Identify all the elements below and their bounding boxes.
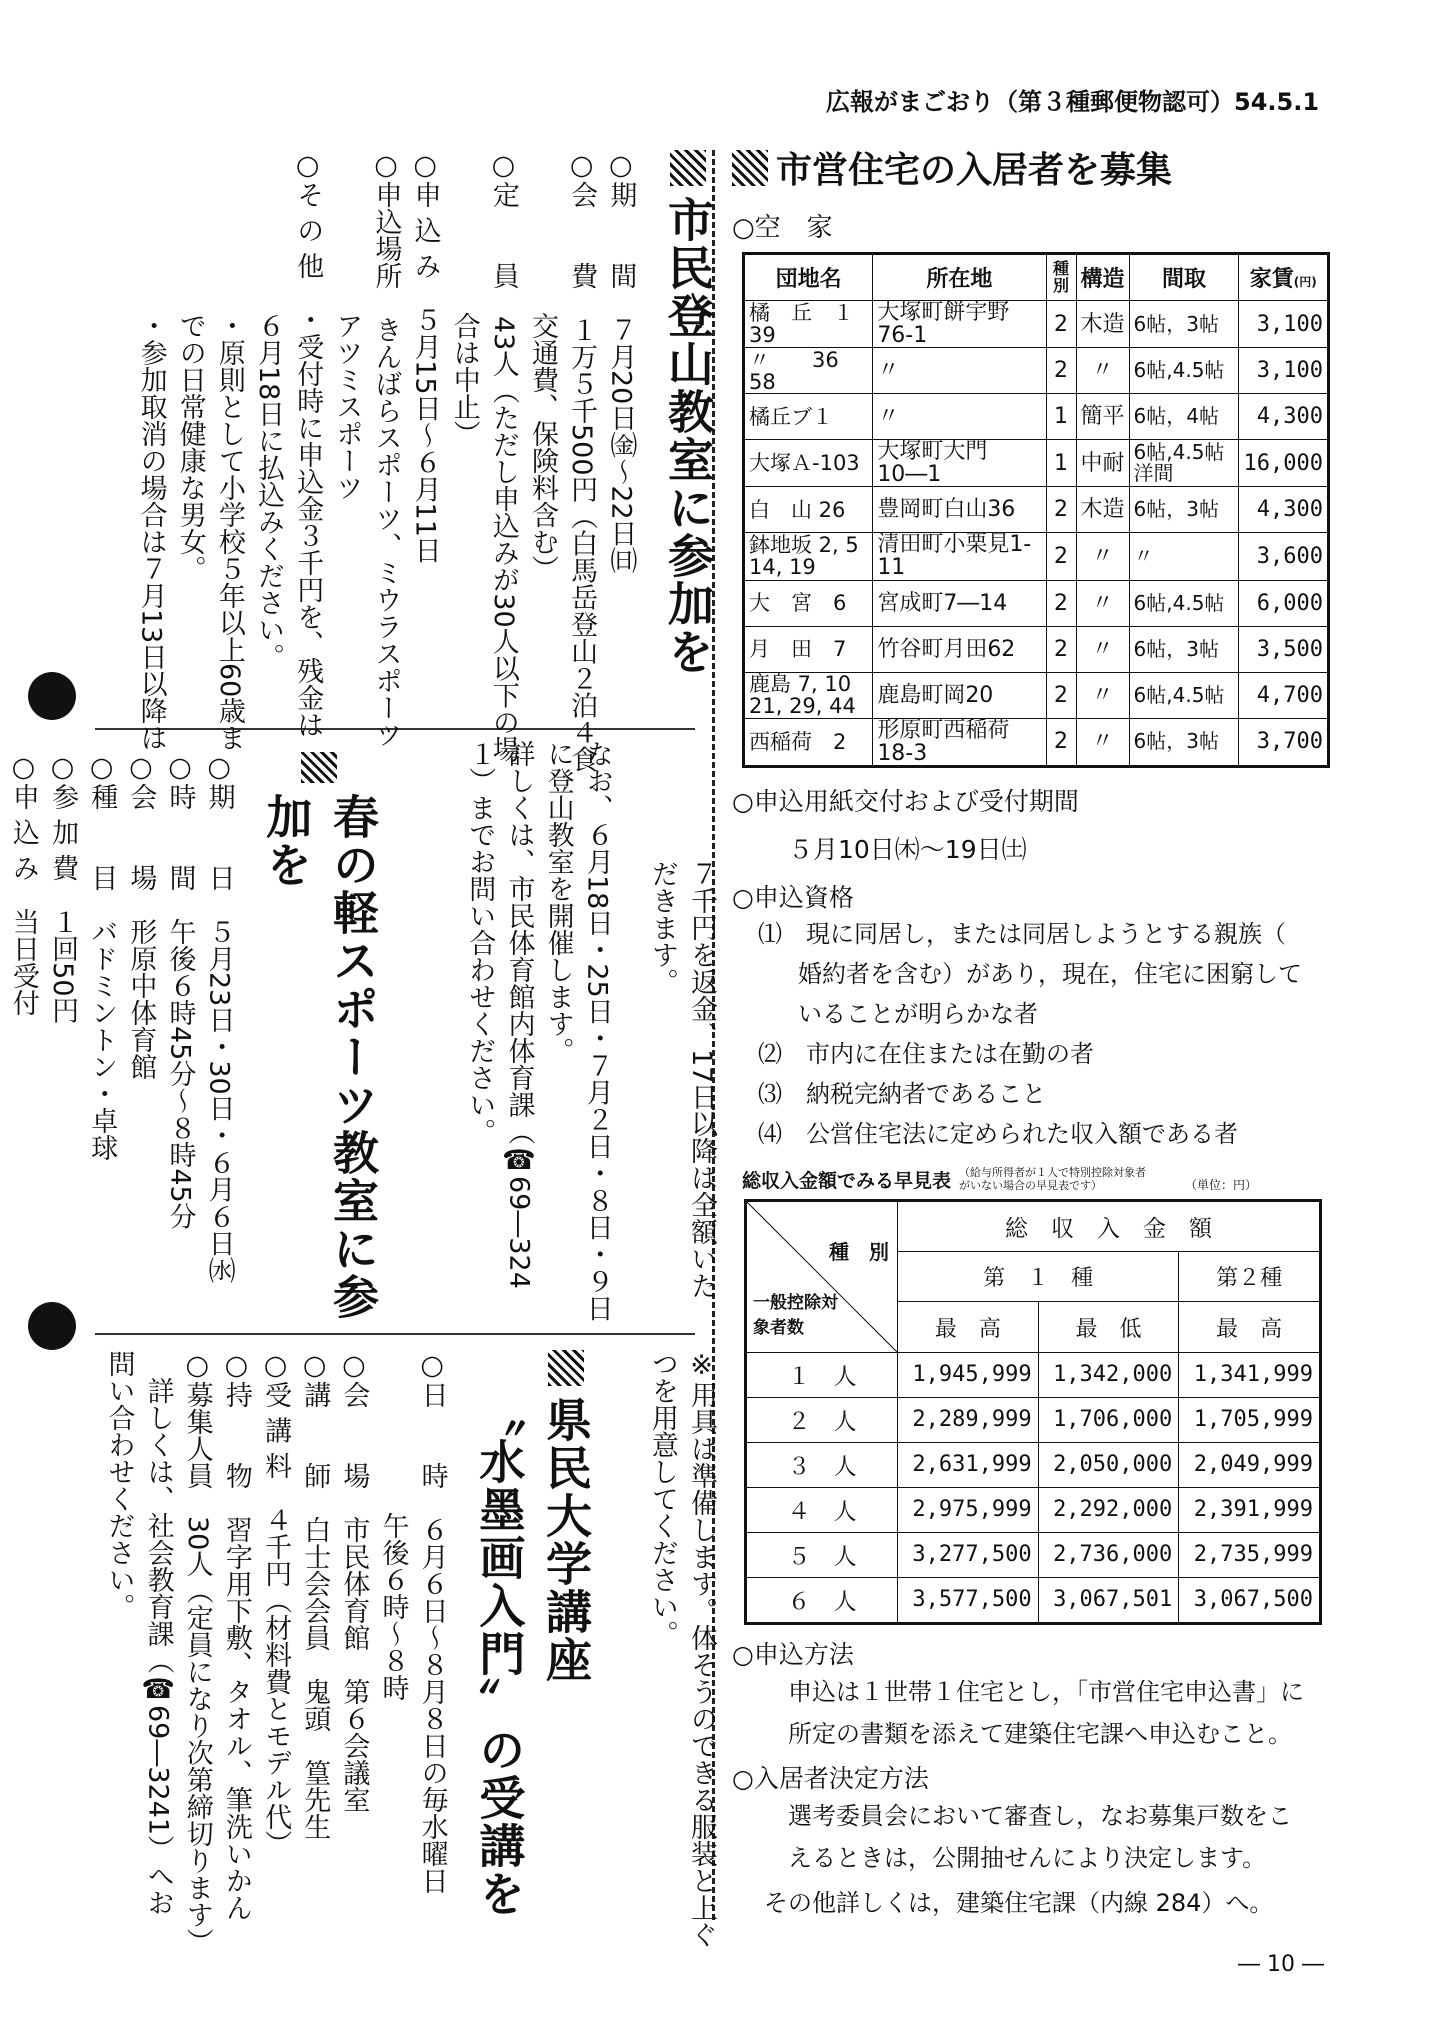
class2-max-cell: 2,391,999 (1179, 1487, 1321, 1532)
class1-max-cell: 2,975,999 (898, 1487, 1039, 1532)
rooms-cell: 6帖，3帖 (1129, 487, 1239, 533)
col-address: 所在地 (873, 254, 1046, 301)
income-max-1: 最 高 (898, 1302, 1039, 1352)
type-cell: 2 (1046, 718, 1076, 766)
page-number: ― 10 ― (1238, 1952, 1324, 1977)
housing-row (744, 440, 1329, 487)
climb-section (131, 150, 721, 773)
class1-max-cell: 3,577,500 (898, 1577, 1039, 1623)
income-row (746, 1397, 1321, 1442)
housing-row (744, 626, 1329, 672)
class1-min-cell: 2,050,000 (1038, 1442, 1179, 1487)
estate-cell: 白 山 26 (744, 487, 873, 533)
rent-cell: 3,700 (1239, 718, 1329, 766)
climb-item-other-2: ６月18日に払込みください。 (253, 312, 285, 671)
housing-row (744, 672, 1329, 718)
rooms-cell: 6帖,4.5帖 (1129, 580, 1239, 626)
class1-max-cell: 2,289,999 (898, 1397, 1039, 1442)
rooms-cell: 6帖,4.5帖 (1129, 348, 1239, 394)
housing-row (744, 301, 1329, 348)
housing-title: 市営住宅の入居者を募集 (732, 142, 1392, 193)
estate-cell: 〃 36 58 (744, 348, 873, 394)
class2-max-cell: 1,705,999 (1179, 1397, 1321, 1442)
univ-item-fee: ○受 講 料 ４千円（材料費とモデル代） (260, 1350, 292, 1858)
rooms-cell: 6帖，3帖 (1129, 626, 1239, 672)
climb-item-place: ○申込場所 きんばらスポーツ、ミウラスポーツ (370, 150, 402, 748)
persons-cell: ５ 人 (746, 1532, 898, 1577)
decide-label: ○入居者決定方法 (732, 1763, 929, 1793)
univ-item-venue: ○会 場 市民体育館 第６会議室 (338, 1350, 370, 1813)
income-row (746, 1577, 1321, 1623)
col-estate: 団地名 (744, 254, 873, 301)
sports-item-apply: ○申 込 み 当日受付 (7, 752, 39, 1017)
climb-refund-2: だきます。 (646, 860, 678, 995)
climb-item-capacity: ○定 員 43人（ただし申込みが30人以下の場 (487, 150, 519, 763)
structure-cell: 中耐 (1076, 440, 1129, 487)
punch-hole (28, 672, 76, 720)
qual-list (758, 914, 1392, 1154)
page-header: 広報がまごおり（第３種郵便物認可）54.5.1 (826, 88, 1320, 116)
class2-max-cell: 1,341,999 (1179, 1352, 1321, 1397)
housing-row (744, 394, 1329, 440)
climb-item-period: ○期 間 ７月20日㈮〜22日㈰ (605, 150, 637, 574)
climb-item-other: ○そ の 他 ・受付時に申込金３千円を、残金は (292, 150, 324, 739)
class2-max-cell: 2,049,999 (1179, 1442, 1321, 1487)
type-cell: 2 (1046, 580, 1076, 626)
class2-max-cell: 2,735,999 (1179, 1532, 1321, 1577)
structure-cell: 〃 (1076, 580, 1129, 626)
estate-cell: 月 田 7 (744, 626, 873, 672)
class1-min-cell: 2,736,000 (1038, 1532, 1179, 1577)
type-cell: 2 (1046, 487, 1076, 533)
structure-cell: 〃 (1076, 626, 1129, 672)
address-cell: 〃 (873, 394, 1046, 440)
rooms-cell: 6帖，3帖 (1129, 301, 1239, 348)
univ-note-1: 詳しくは、社会教育課（☎69―3241）へお (142, 1377, 174, 1917)
univ-item-date: ○日 時 ６月６日〜８月８日の毎水曜日 (416, 1350, 448, 1894)
sports-note-1: ※用具は準備します。体そうのできる服装と上ぐ (686, 1350, 717, 1948)
class1-min-cell: 1,706,000 (1038, 1397, 1179, 1442)
income-title-row (742, 1166, 1392, 1193)
estate-cell: 大 宮 6 (744, 580, 873, 626)
sports-item-venue: ○会 場 形原中体育館 (125, 752, 157, 1080)
estate-cell: 鉢地坂 2, 5 14, 19 (744, 533, 873, 580)
address-cell: 豊岡町白山36 (873, 487, 1046, 533)
income-kind-label: 種 別 (829, 1239, 889, 1264)
climb-note-4: １）までお問い合わせください。 (464, 740, 496, 1145)
structure-cell: 木造 (1076, 487, 1129, 533)
income-min-1: 最 低 (1038, 1302, 1179, 1352)
decide-2: えるときは，公開抽せんにより決定します。 (788, 1843, 1267, 1872)
income-row (746, 1487, 1321, 1532)
period-label: ○申込用紙交付および受付期間 (732, 786, 1079, 816)
structure-cell: 簡平 (1076, 394, 1129, 440)
climb-item-fee-cont: 交通費、保険料含む） (527, 312, 559, 582)
climb-item-capacity-cont: 合は中止） (448, 312, 480, 447)
rooms-cell: 6帖，3帖 (1129, 718, 1239, 766)
qual-2: ⑵ 市内に在住または在勤の者 (758, 1039, 1094, 1068)
housing-row (744, 487, 1329, 533)
estate-cell: 橘丘ブ１ (744, 394, 873, 440)
type-cell: 2 (1046, 626, 1076, 672)
type-cell: 2 (1046, 301, 1076, 348)
address-cell: 竹谷町月田62 (873, 626, 1046, 672)
structure-cell: 〃 (1076, 533, 1129, 580)
income-note: （給与所得者が１人で特別控除対象者がいない場合の早見表です） (959, 1166, 1147, 1193)
univ-title: 県民大学講座 (532, 1350, 599, 1920)
univ-item-lecturer: ○講 師 白士会会員 鬼頭 篁先生 (299, 1350, 331, 1840)
income-persons-label: 一般控除対象者数 (753, 1292, 838, 1338)
income-class1-header: 第 １ 種 (898, 1252, 1179, 1302)
method-2: 所定の書類を添えて建築住宅課へ申込むこと。 (788, 1719, 1292, 1748)
sports-item-events: ○種 目 バドミントン・卓球 (86, 752, 118, 1161)
climb-note (460, 740, 721, 1330)
climb-title: 市民登山教室に参加を (654, 150, 721, 720)
housing-row (744, 718, 1329, 766)
univ-note-2: 問い合わせください。 (103, 1350, 135, 1620)
housing-table (742, 252, 1330, 768)
col-type: 種別 (1046, 254, 1076, 301)
hatch-mark (732, 150, 768, 186)
class2-max-cell: 3,067,500 (1179, 1577, 1321, 1623)
class1-max-cell: 3,277,500 (898, 1532, 1039, 1577)
address-cell: 清田町小栗見1-11 (873, 533, 1046, 580)
income-row (746, 1352, 1321, 1397)
qual-4: ⑷ 公営住宅法に定められた収入額である者 (758, 1119, 1238, 1148)
persons-cell: ４ 人 (746, 1487, 898, 1532)
climb-item-other-5: ・参加取消の場合は７月13日以降は (135, 312, 167, 752)
univ-item-date-cont: 午後６時〜８時 (377, 1512, 409, 1701)
climb-item-apply: ○申 込 み ５月15日〜６月11日 (409, 150, 441, 564)
housing-row (744, 348, 1329, 394)
address-cell: 大塚町餅宇野76-1 (873, 301, 1046, 348)
estate-cell: 橘 丘 １ 39 (744, 301, 873, 348)
vacancy-label: ○空 家 (732, 213, 833, 243)
persons-cell: ３ 人 (746, 1442, 898, 1487)
decide-1: 選考委員会において審査し，なお募集戸数をこ (788, 1801, 1292, 1830)
climb-note-3: 詳しくは、市民体育館内体育課（☎69―324 (503, 740, 535, 1289)
address-cell: 大塚町大門10―1 (873, 440, 1046, 487)
climb-refund-1: ７千円を返金、17日以降は全額いた (686, 860, 717, 1300)
housing-table-header (744, 254, 1329, 301)
estate-cell: 鹿島 7, 10 21, 29, 44 (744, 672, 873, 718)
class1-min-cell: 3,067,501 (1038, 1577, 1179, 1623)
climb-note-1: なお、６月18日・25日・７月２日・８日・９日 (581, 740, 613, 1322)
income-table (744, 1199, 1322, 1625)
sports-item-fee: ○参 加 費 １回50円 (47, 752, 79, 1024)
col-structure: 構造 (1076, 254, 1129, 301)
method-text (788, 1671, 1392, 1755)
hatch-mark (301, 752, 337, 783)
structure-cell: 〃 (1076, 348, 1129, 394)
income-unit: （単位：円） (1185, 1177, 1258, 1192)
address-cell: 形原町西稲荷18-3 (873, 718, 1046, 766)
type-cell: 2 (1046, 672, 1076, 718)
type-cell: 1 (1046, 394, 1076, 440)
structure-cell: 木造 (1076, 301, 1129, 348)
housing-row (744, 580, 1329, 626)
qual-1: ⑴ 現に同居し，または同居しようとする親族（ (758, 919, 1286, 948)
address-cell: 鹿島町岡20 (873, 672, 1046, 718)
rooms-cell: 6帖,4.5帖 洋間 (1129, 440, 1239, 487)
section-divider (95, 1333, 695, 1335)
univ-subtitle: 〝水墨画入門〟の受講を (472, 1390, 527, 1918)
sports-item-time: ○時 間 午後６時45分〜８時45分 (164, 752, 196, 1230)
sports-note (643, 1350, 721, 1948)
class1-max-cell: 2,631,999 (898, 1442, 1039, 1487)
sports-note-2: つを用意してください。 (646, 1350, 678, 1647)
rooms-cell: 6帖,4.5帖 (1129, 672, 1239, 718)
sports-title: 春の軽スポーツ教室に参加を (253, 752, 386, 1322)
climb-item-place-cont: アツミスポーツ (331, 312, 363, 501)
hatch-mark (548, 1350, 584, 1386)
income-total-header: 総 収 入 金 額 (898, 1200, 1321, 1251)
persons-cell: ６ 人 (746, 1577, 898, 1623)
income-corner (746, 1200, 898, 1352)
address-cell: 宮成町7―14 (873, 580, 1046, 626)
rent-cell: 4,300 (1239, 487, 1329, 533)
structure-cell: 〃 (1076, 672, 1129, 718)
hatch-mark (670, 150, 706, 186)
rent-cell: 3,100 (1239, 348, 1329, 394)
type-cell: 1 (1046, 440, 1076, 487)
univ-item-items: ○持 物 習字用下敷、タオル、筆洗いかん (220, 1350, 252, 1921)
rooms-cell: 6帖，4帖 (1129, 394, 1239, 440)
qual-3: ⑶ 納税完納者であること (758, 1079, 1046, 1108)
col-rooms: 間取 (1129, 254, 1239, 301)
rent-cell: 16,000 (1239, 440, 1329, 487)
rent-cell: 6,000 (1239, 580, 1329, 626)
income-max-2: 最 高 (1179, 1302, 1321, 1352)
class1-min-cell: 2,292,000 (1038, 1487, 1179, 1532)
rent-cell: 3,600 (1239, 533, 1329, 580)
address-cell: 〃 (873, 348, 1046, 394)
type-cell: 2 (1046, 533, 1076, 580)
rent-cell: 4,700 (1239, 672, 1329, 718)
persons-cell: ２ 人 (746, 1397, 898, 1442)
rent-cell: 4,300 (1239, 394, 1329, 440)
univ-section (99, 1350, 599, 1956)
climb-item-fee: ○会 費 １万５千500円（白馬岳登山２泊４食 (566, 150, 598, 773)
class1-min-cell: 1,342,000 (1038, 1352, 1179, 1397)
housing-section (732, 142, 1392, 1918)
housing-row (744, 533, 1329, 580)
method-label: ○申込方法 (732, 1639, 854, 1669)
rent-cell: 3,100 (1239, 301, 1329, 348)
univ-item-capacity: ○募集人員 30人（定員になり次第締切ります） (181, 1350, 213, 1956)
rent-cell: 3,500 (1239, 626, 1329, 672)
type-cell: 2 (1046, 348, 1076, 394)
class1-max-cell: 1,945,999 (898, 1352, 1039, 1397)
climb-item-other-4: での日常健康な男女。 (174, 312, 206, 582)
income-class2-header: 第２種 (1179, 1252, 1321, 1302)
climb-note-2: に登山教室を開催します。 (542, 740, 574, 1064)
qual-1b: 婚約者を含む）があり，現在，住宅に困窮して (798, 959, 1302, 988)
sports-item-date: ○期 日 ５月23日・30日・６月６日㈬ (203, 752, 235, 1284)
qual-1c: いることが明らかな者 (798, 999, 1038, 1028)
col-rent: 家賃(円) (1239, 254, 1329, 301)
period-value: ５月10日㈭〜19日㈯ (788, 834, 1027, 864)
sports-section (4, 752, 386, 1322)
housing-footer: その他詳しくは，建築住宅課（内線 284）へ。 (764, 1888, 1274, 1917)
climb-item-other-3: ・原則として小学校５年以上60歳ま (213, 312, 245, 752)
rooms-cell: 〃 (1129, 533, 1239, 580)
estate-cell: 大塚Ａ-103 (744, 440, 873, 487)
persons-cell: １ 人 (746, 1352, 898, 1397)
income-row (746, 1532, 1321, 1577)
decide-text (788, 1795, 1392, 1879)
income-title: 総収入金額でみる早見表 (742, 1169, 952, 1192)
structure-cell: 〃 (1076, 718, 1129, 766)
method-1: 申込は１世帯１住宅とし，「市営住宅申込書」に (788, 1677, 1304, 1706)
income-row (746, 1442, 1321, 1487)
estate-cell: 西稲荷 2 (744, 718, 873, 766)
qual-label: ○申込資格 (732, 882, 854, 912)
